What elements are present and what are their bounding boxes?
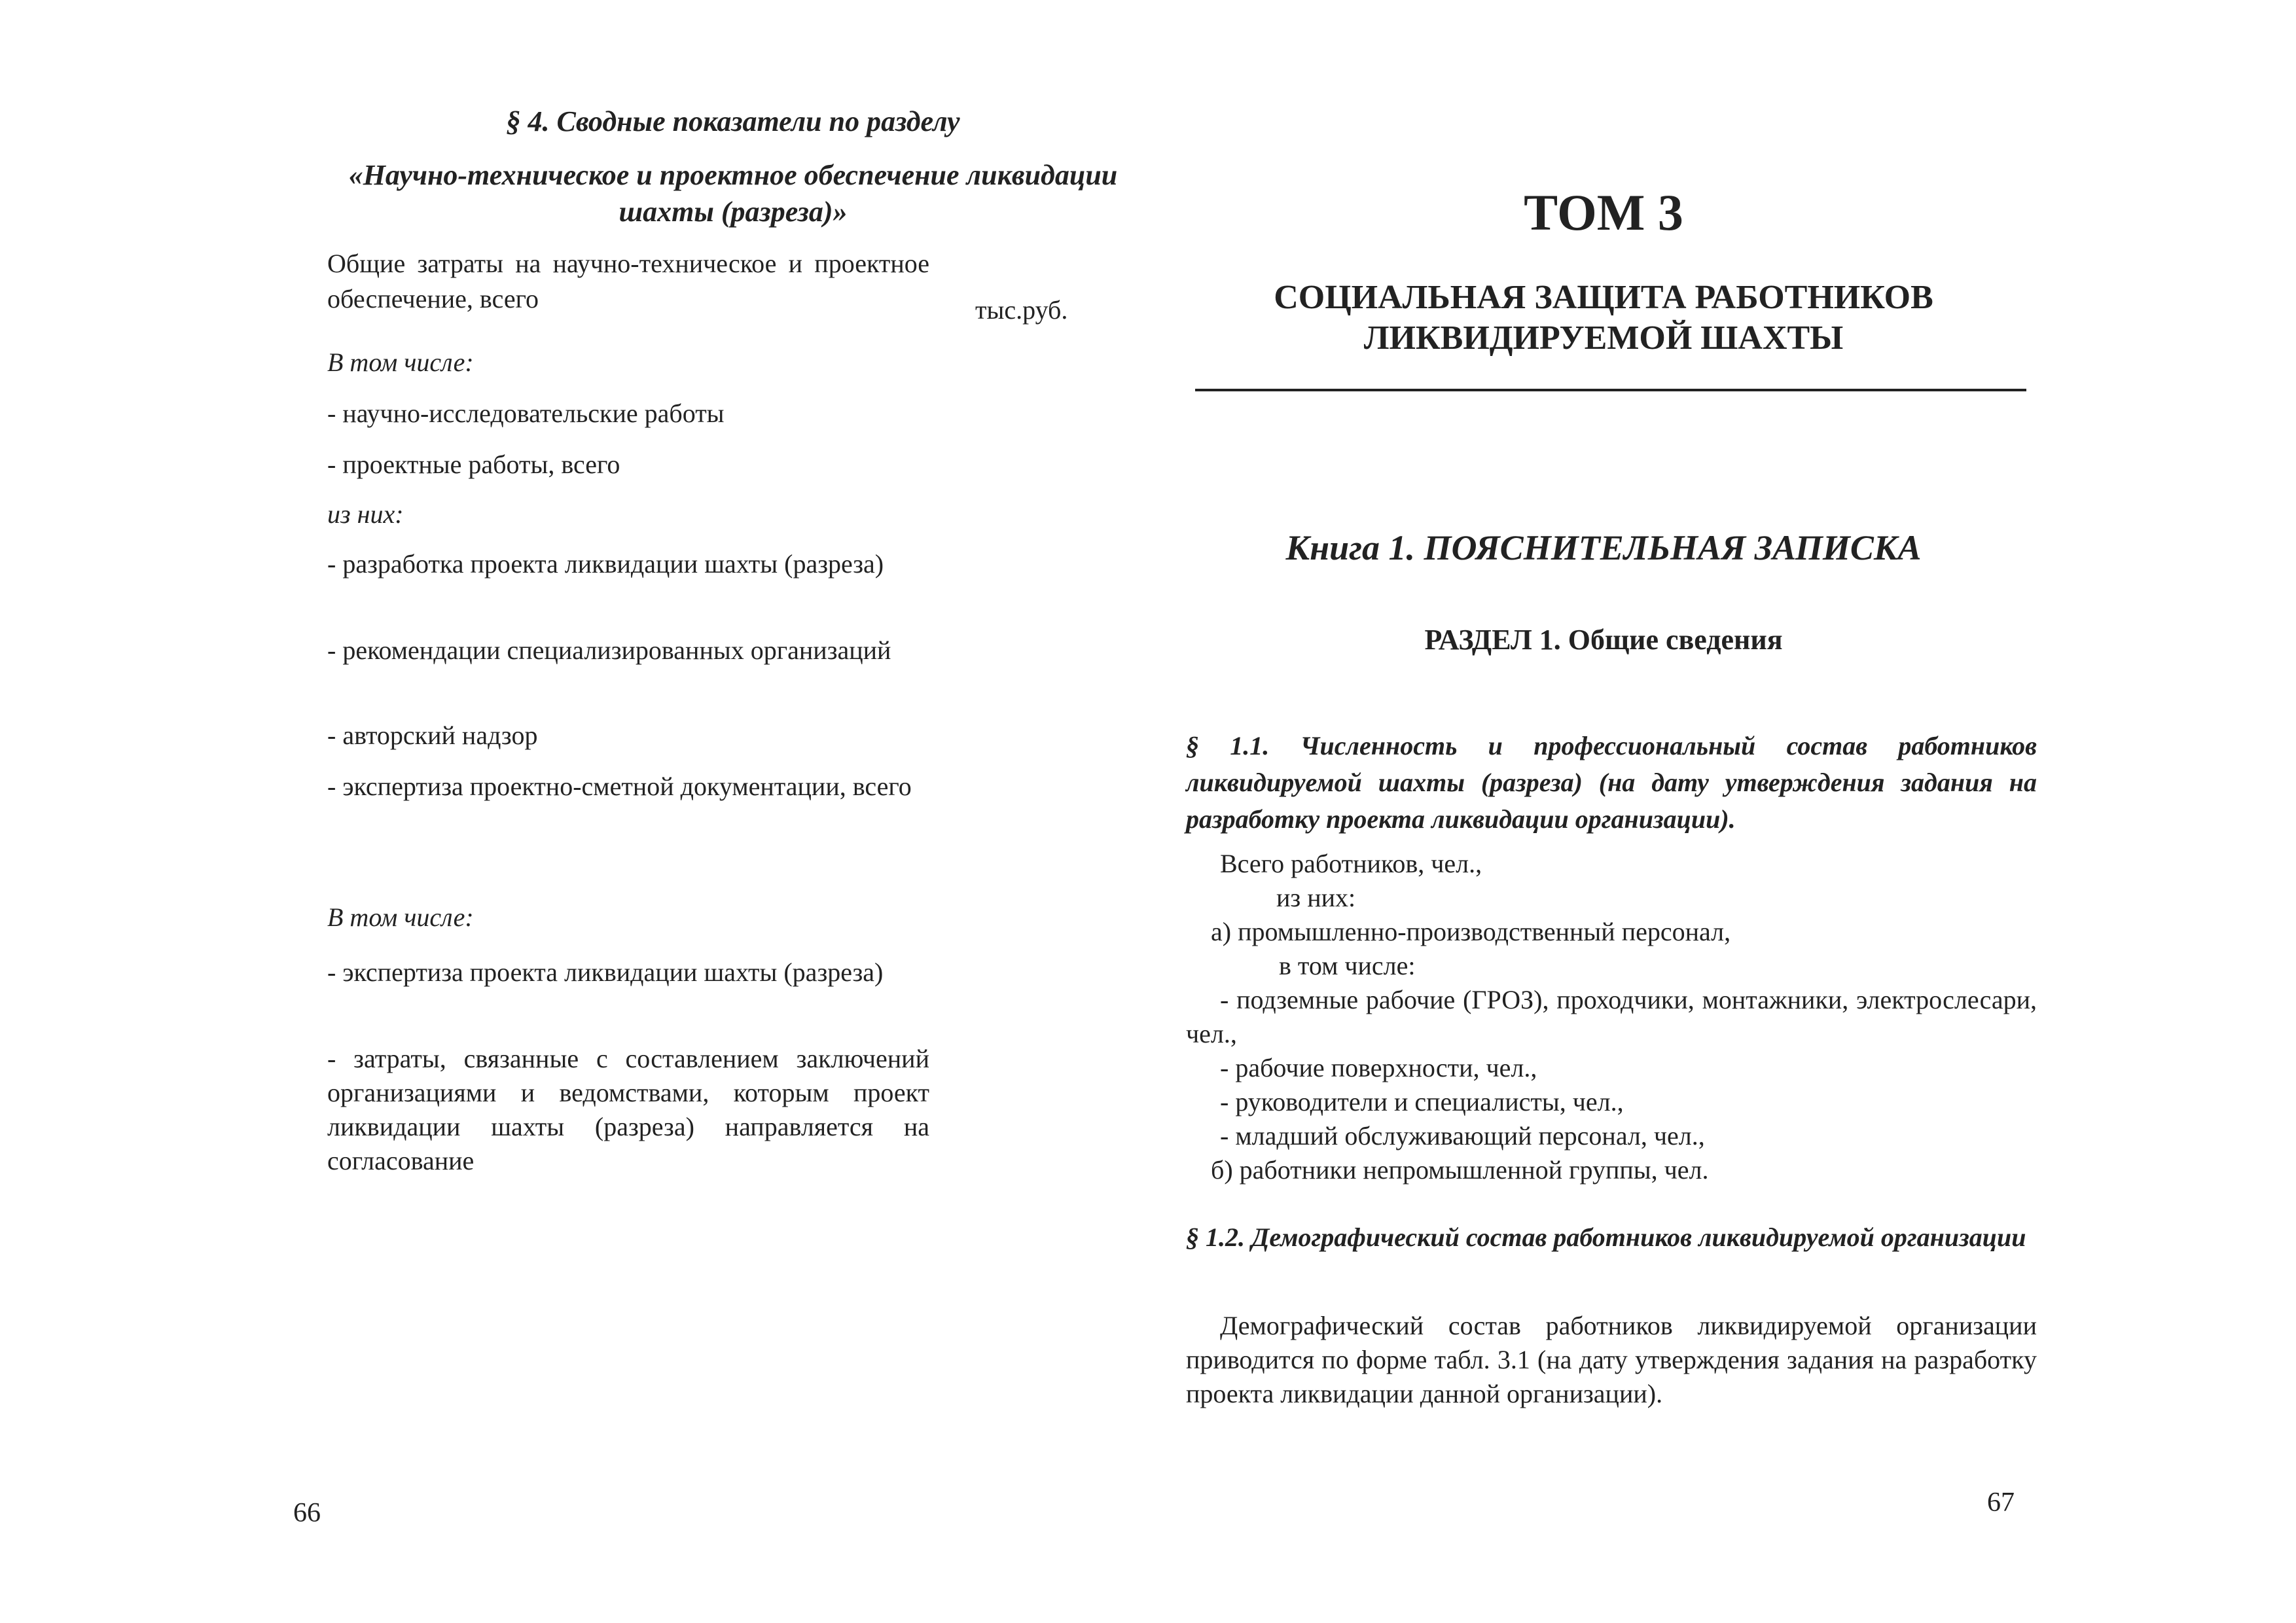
list-item-expertise-project: - экспертиза проекта ликвидации шахты (разреза)	[327, 957, 884, 987]
volume-title: ТОМ 3	[1524, 184, 1683, 241]
list-item-research: - научно-исследовательские работы	[327, 399, 725, 428]
list-item-expertise: - экспертиза проектно-сметной документации, всего	[327, 772, 912, 801]
page-number-left: 66	[293, 1498, 321, 1528]
list-item-supervision: - авторский надзор	[327, 721, 538, 750]
list-item: - подземные рабочие (ГРОЗ), проходчики, монтажники, электрослесари, чел.,	[1186, 985, 2037, 1048]
paragraph-heading-1-2: § 1.2. Демографический состав работников ликвидируемой организации	[1186, 1222, 2026, 1252]
section-heading: § 4. Сводные показатели по разделу	[506, 105, 960, 137]
of-them-label: из них:	[327, 499, 404, 529]
list-item: б) работники непромышленной группы, чел.	[1211, 1155, 1709, 1185]
including-label-2: В том числе:	[327, 902, 474, 932]
total-costs-label: Общие затраты на научно-техническое и проектное обеспечение, всего	[327, 249, 929, 313]
section-subheading: «Научно-техническое и проектное обеспечение ликвидации шахты (разреза)»	[348, 159, 1118, 228]
page-number-right: 67	[1987, 1488, 2015, 1518]
unit-label: тыс.руб.	[975, 295, 1068, 325]
list-item: Всего работников, чел.,	[1220, 849, 1482, 878]
paragraph-heading-1-1: § 1.1. Численность и профессиональный состав работников ликвидируемой шахты (разреза) (на дату утверждения задания на разработку проекта ликвидации организации).	[1186, 731, 2037, 834]
book-title: Книга 1. ПОЯСНИТЕЛЬНАЯ ЗАПИСКА	[1285, 528, 1922, 567]
list-item-liquidation-project: - разработка проекта ликвидации шахты (разреза)	[327, 549, 884, 579]
list-item: - младший обслуживающий персонал, чел.,	[1220, 1121, 1705, 1150]
list-item-recommendations: - рекомендации специализированных организаций	[327, 635, 891, 665]
demographic-paragraph: Демографический состав работников ликвидируемой организации приводится по форме табл. 3.1 (на дату утверждения задания на разработку проекта ликвидации данной организации).	[1186, 1311, 2037, 1408]
list-item: - рабочие поверхности, чел.,	[1220, 1053, 1537, 1082]
divider	[1195, 389, 2026, 391]
list-item: из них:	[1276, 883, 1356, 912]
list-item-costs: - затраты, связанные с составлением заключений организациями и ведомствами, которым проект ликвидации шахты (разреза) направляется на согласование	[327, 1044, 929, 1175]
list-item: - руководители и специалисты, чел.,	[1220, 1087, 1624, 1116]
list-item: в том числе:	[1279, 951, 1416, 980]
volume-subtitle: СОЦИАЛЬНАЯ ЗАЩИТА РАБОТНИКОВ ЛИКВИДИРУЕМОЙ ШАХТЫ	[1274, 279, 1933, 357]
section-title: РАЗДЕЛ 1. Общие сведения	[1424, 624, 1783, 656]
including-label: В том числе:	[327, 348, 474, 377]
list-item: а) промышленно-производственный персонал,	[1211, 917, 1731, 946]
list-item-project: - проектные работы, всего	[327, 450, 620, 479]
